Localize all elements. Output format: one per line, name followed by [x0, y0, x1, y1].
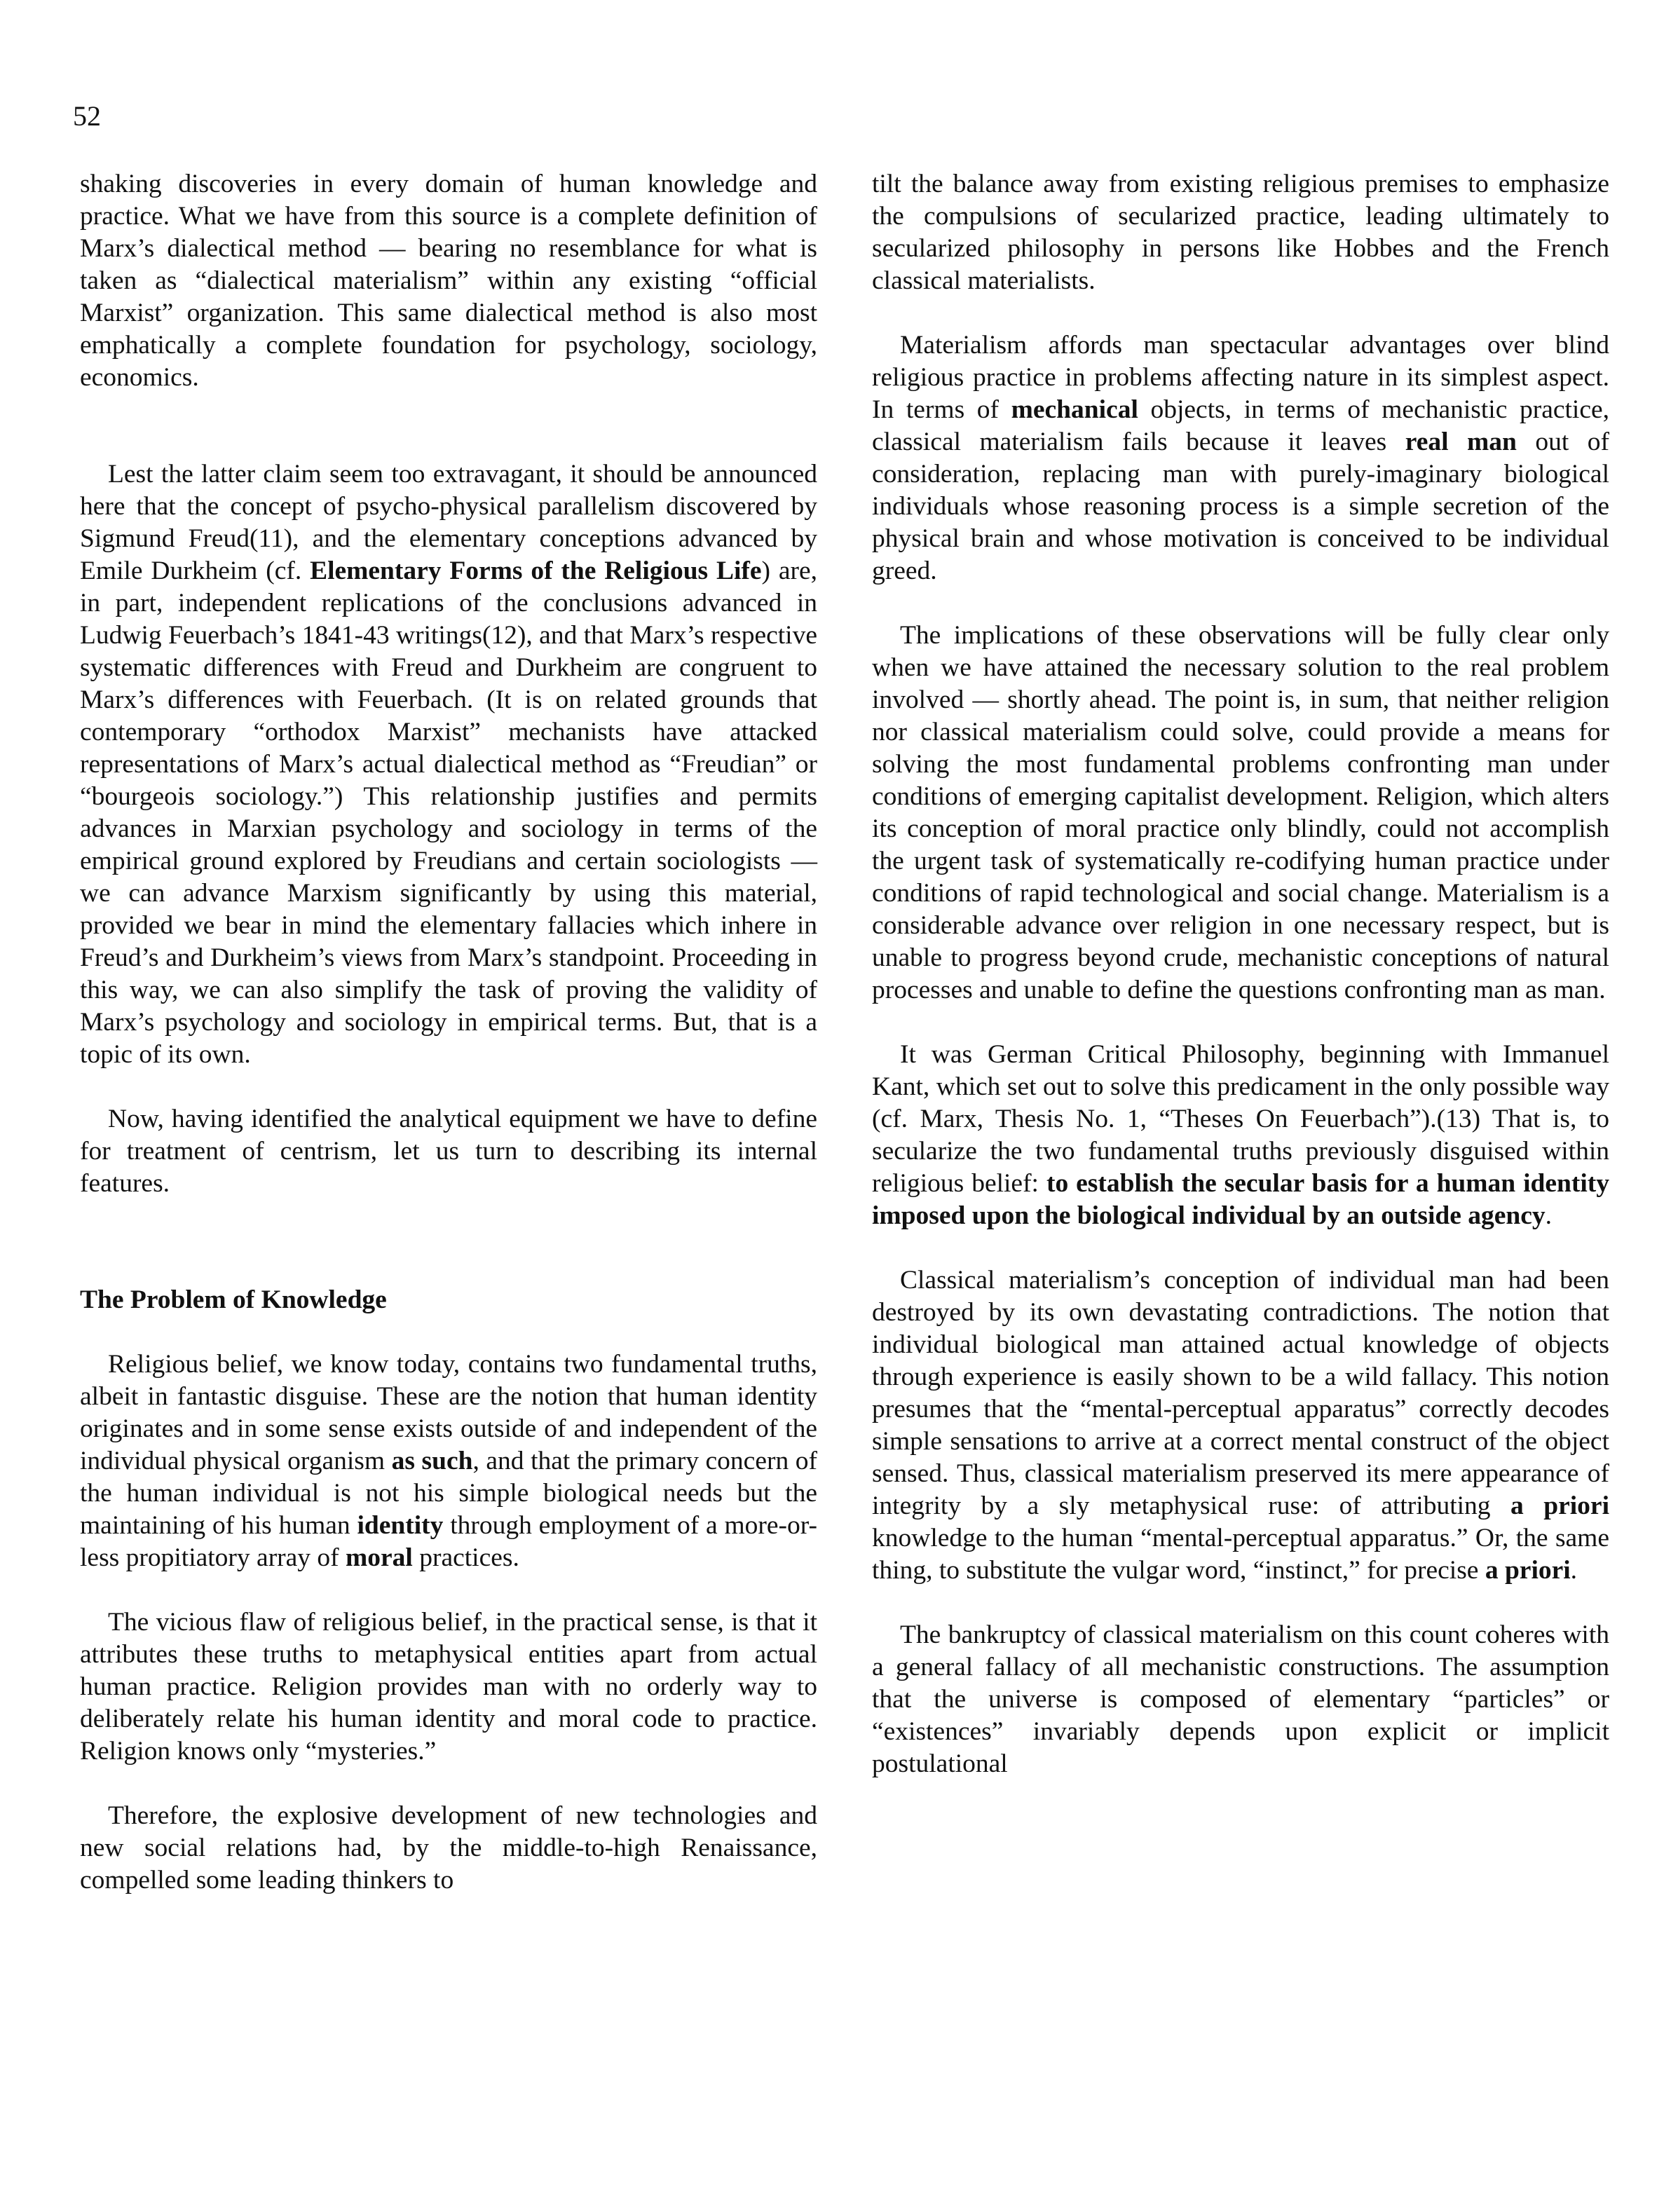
- page-number: 52: [73, 100, 101, 132]
- emphasis: real man: [1405, 428, 1517, 456]
- emphasis: moral: [346, 1543, 413, 1572]
- paragraph: shaking discoveries in every domain of human knowledge and practice. What we have from this source is a complete definition of Marx’s dialectical method — bearing no resemblance for what is taken as “dialectical materialism” within any existing “official Marxist” organization. This same dialectical method is also most emphatically a complete foundation for psychology, sociology, economics.: [80, 170, 817, 392]
- emphasis: mechanical: [1011, 395, 1138, 424]
- text-run: Religious belief, we know today, contains two fundamental truths, albeit in fantastic disguise. These are the notion that human identity originates and in some sense exists outside of and independent of the individual physical organism: [80, 1350, 817, 1475]
- paragraph: [872, 1039, 1609, 1232]
- book-title: Elementary Forms of the Religious Life: [310, 557, 762, 585]
- text-run: Materialism affords man spectacular advantages over blind religious practice in problems affecting nature in its simplest aspect. In terms of: [872, 331, 1609, 424]
- text-run: out of consideration, replacing man with purely-imaginary biological individuals whose reasoning process is a simple secretion of the physical brain and whose motivation is conceived to be individual greed.: [872, 428, 1609, 585]
- paragraph: Now, having identified the analytical equipment we have to define for treatment of centrism, let us turn to describing its internal features.: [80, 1105, 817, 1198]
- paragraph: [872, 1264, 1609, 1587]
- text-run: practices.: [412, 1543, 519, 1572]
- text-run: It was German Critical Philosophy, beginning with Immanuel Kant, which set out to solve this predicament in the only possible way (cf. Marx, Thesis No. 1, “Theses On Feuerbach”).(13) That is, to secularize the two fundamental truths previously disguised within religious belief:: [872, 1040, 1609, 1198]
- text-run: , and that the primary concern of the human individual is not his simple biological needs but the maintaining of his human: [80, 1447, 817, 1540]
- text-run: knowledge to the human “mental-perceptual apparatus.” Or, the same thing, to substitute the vulgar word, “instinct,” for precise: [872, 1524, 1609, 1585]
- text-run: .: [1570, 1556, 1578, 1585]
- emphasis: identity: [357, 1511, 444, 1540]
- paragraph: [80, 458, 817, 1071]
- text-run: objects, in terms of mechanistic practice, classical materialism fails because it leaves: [872, 395, 1609, 456]
- paragraph: [80, 1349, 817, 1574]
- paragraph: Therefore, the explosive development of new technologies and new social relations had, by the middle-to-high Renaissance, compelled some leading thinkers to: [80, 1801, 817, 1894]
- text-run: Lest the latter claim seem too extravagant, it should be announced here that the concept of psycho-physical parallelism discovered by Sigmund Freud(11), and the elementary conceptions advanced by Emile Durkheim (cf.: [80, 460, 817, 585]
- paragraph: [872, 329, 1609, 587]
- emphasis: to establish the secular basis for a human identity imposed upon the biological individual by an outside agency: [872, 1169, 1610, 1230]
- paragraph: The vicious flaw of religious belief, in the practical sense, is that it attributes these truths to metaphysical entities apart from actual human practice. Religion provides man with no orderly way to deliberately relate his human identity and moral code to practice. Religion knows only “mysteries.”: [80, 1608, 817, 1766]
- left-column: [80, 168, 817, 1897]
- text-run: ) are, in part, independent replications of the conclusions advanced in Ludwig Feuerbach’s 1841-43 writings(12), and that Marx’s respective systematic differences with Freud and Durkheim are congruent to Marx’s differences with Feuerbach. (It is on related grounds that contemporary “orthodox Marxist” mechanists have attacked representations of Marx’s actual dialectical method as “Freudian” or “bourgeois sociology.”) This relationship justifies and permits advances in Marxian psychology and sociology in terms of the empirical ground explored by Freudians and certain sociologists — we can advance Marxism significantly by using this material, provided we bear in mind the elementary fallacies which inhere in Freud’s and Durkheim’s views from Marx’s standpoint. Proceeding in this way, we can also simplify the task of proving the validity of Marx’s psychology and sociology in empirical terms. But, that is a topic of its own.: [80, 557, 817, 1069]
- paragraph: The bankruptcy of classical materialism on this count coheres with a general fallacy of all mechanistic constructions. The assumption that the universe is composed of elementary “particles” or “existences” invariably depends upon explicit or implicit postulational: [872, 1620, 1609, 1778]
- paragraph: The implications of these observations will be fully clear only when we have attained the necessary solution to the real problem involved — shortly ahead. The point is, in sum, that neither religion nor classical materialism could solve, could provide a means for solving the most fundamental problems confronting man under conditions of emerging capitalist development. Religion, which alters its conception of moral practice only blindly, could not accomplish the urgent task of systematically re-codifying human practice under conditions of rapid technological and social change. Materialism is a considerable advance over religion in one necessary respect, but is unable to progress beyond crude, mechanistic conceptions of natural processes and unable to define the questions confronting man as man.: [872, 621, 1609, 1004]
- emphasis: as such: [391, 1447, 473, 1475]
- text-run: .: [1545, 1201, 1553, 1230]
- text-run: through employment of a more-or-less propitiatory array of: [80, 1511, 817, 1572]
- paragraph: tilt the balance away from existing religious premises to emphasize the compulsions of secularized practice, leading ultimately to secularized philosophy in persons like Hobbes and the French classical materialists.: [872, 170, 1609, 295]
- section-heading: The Problem of Knowledge: [80, 1285, 387, 1314]
- right-column: [872, 168, 1609, 1780]
- text-run: Classical materialism’s conception of individual man had been destroyed by its own devastating contradictions. The notion that individual biological man attained actual knowledge of objects through experience is easily shown to be a wild fallacy. This notion presumes that the “mental-perceptual apparatus” correctly decodes simple sensations to arrive at a correct mental construct of the object sensed. Thus, classical materialism preserved its mere appearance of integrity by a sly metaphysical ruse: of attributing: [872, 1266, 1609, 1520]
- emphasis: a priori: [1485, 1556, 1571, 1585]
- emphasis: a priori: [1510, 1491, 1609, 1520]
